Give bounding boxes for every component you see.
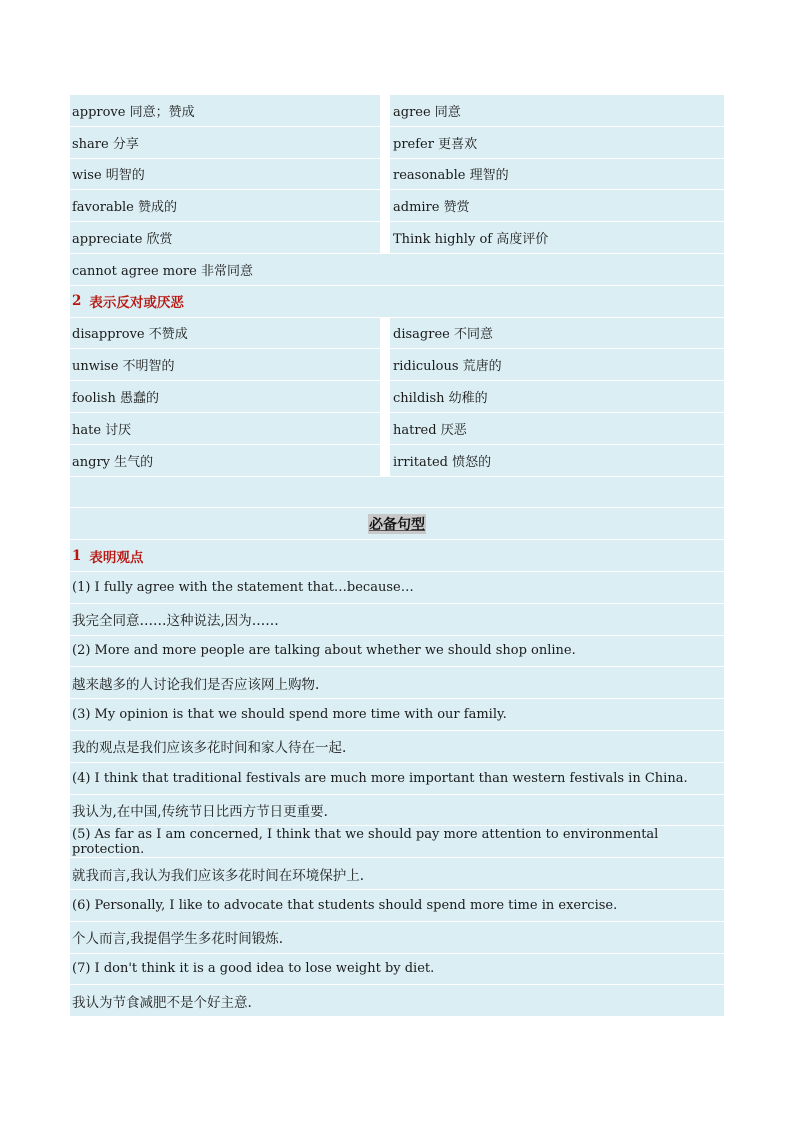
patterns-title-row <box>70 508 724 540</box>
vocab-cell: angry 生气的 <box>70 445 390 476</box>
vocab-cell: unwise 不明智的 <box>70 349 390 380</box>
vocab-cell: favorable 赞成的 <box>70 190 390 221</box>
vocab-extra: cannot agree more 非常同意 <box>72 263 253 279</box>
vocab-row <box>70 413 724 445</box>
vocab-cell: disapprove 不赞成 <box>70 318 390 349</box>
vocab-cell: agree 同意 <box>393 104 461 120</box>
section-heading <box>70 540 724 572</box>
vocab-cell: reasonable 理智的 <box>393 168 509 184</box>
section-title: 表明观点 <box>89 549 144 566</box>
vocab-row <box>70 127 724 159</box>
vocab-cell: prefer 更喜欢 <box>393 136 478 152</box>
sentence-cn: 我完全同意……这种说法,因为…… <box>70 604 724 636</box>
sentence-en: (6) Personally, I like to advocate that students should spend more time in exercise. <box>70 890 724 922</box>
vocab-row <box>70 381 724 413</box>
sentence-cn: 就我而言,我认为我们应该多花时间在环境保护上. <box>70 858 724 890</box>
sentence-en: (3) My opinion is that we should spend more time with our family. <box>70 699 724 731</box>
vocab-row <box>70 318 724 350</box>
vocab-cell: Think highly of 高度评价 <box>393 232 549 248</box>
sentence-cn: 我的观点是我们应该多花时间和家人待在一起. <box>70 731 724 763</box>
vocab-row <box>70 349 724 381</box>
vocab-cell: admire 赞赏 <box>393 200 470 216</box>
sentence-cn: 我认为节食减肥不是个好主意. <box>70 985 724 1017</box>
vocab-row <box>70 190 724 222</box>
vocab-cell: ridiculous 荒唐的 <box>393 359 502 375</box>
vocab-cell: childish 幼稚的 <box>393 391 488 407</box>
sentence-cn: 个人而言,我提倡学生多花时间锻炼. <box>70 922 724 954</box>
vocab-row <box>70 445 724 477</box>
vocab-cell: share 分享 <box>70 127 390 158</box>
vocab-cell: appreciate 欣赏 <box>70 222 390 253</box>
section-heading <box>70 286 724 318</box>
vocab-row-single <box>70 254 724 286</box>
vocab-cell: approve 同意；赞成 <box>70 95 390 126</box>
vocab-cell: irritated 愤怒的 <box>393 454 492 470</box>
sentence-en: (4) I think that traditional festivals are much more important than western festivals in China. <box>70 763 724 795</box>
sentence-en: (1) I fully agree with the statement that…because… <box>70 572 724 604</box>
sentence-cn: 越来越多的人讨论我们是否应该网上购物. <box>70 667 724 699</box>
section-number: 2 <box>72 293 82 310</box>
vocab-row <box>70 159 724 191</box>
sentence-cn: 我认为,在中国,传统节日比西方节日更重要. <box>70 795 724 827</box>
patterns-title: 必备句型 <box>368 514 426 534</box>
sentence-en: (2) More and more people are talking about whether we should shop online. <box>70 636 724 668</box>
sentence-en: (5) As far as I am concerned, I think that we should pay more attention to environmental protection. <box>70 826 724 858</box>
vocab-cell: disagree 不同意 <box>393 327 493 343</box>
sentence-en: (7) I don't think it is a good idea to lose weight by diet. <box>70 954 724 986</box>
vocab-cell: foolish 愚蠢的 <box>70 381 390 412</box>
section-number: 1 <box>72 547 82 564</box>
vocab-cell: hate 讨厌 <box>70 413 390 444</box>
vocab-cell: hatred 厌恶 <box>393 422 467 438</box>
vocab-cell: wise 明智的 <box>70 159 390 190</box>
blank-row <box>70 477 724 509</box>
section-title: 表示反对或厌恶 <box>89 295 184 312</box>
vocab-row <box>70 95 724 127</box>
vocab-row <box>70 222 724 254</box>
document-body <box>70 95 724 1017</box>
